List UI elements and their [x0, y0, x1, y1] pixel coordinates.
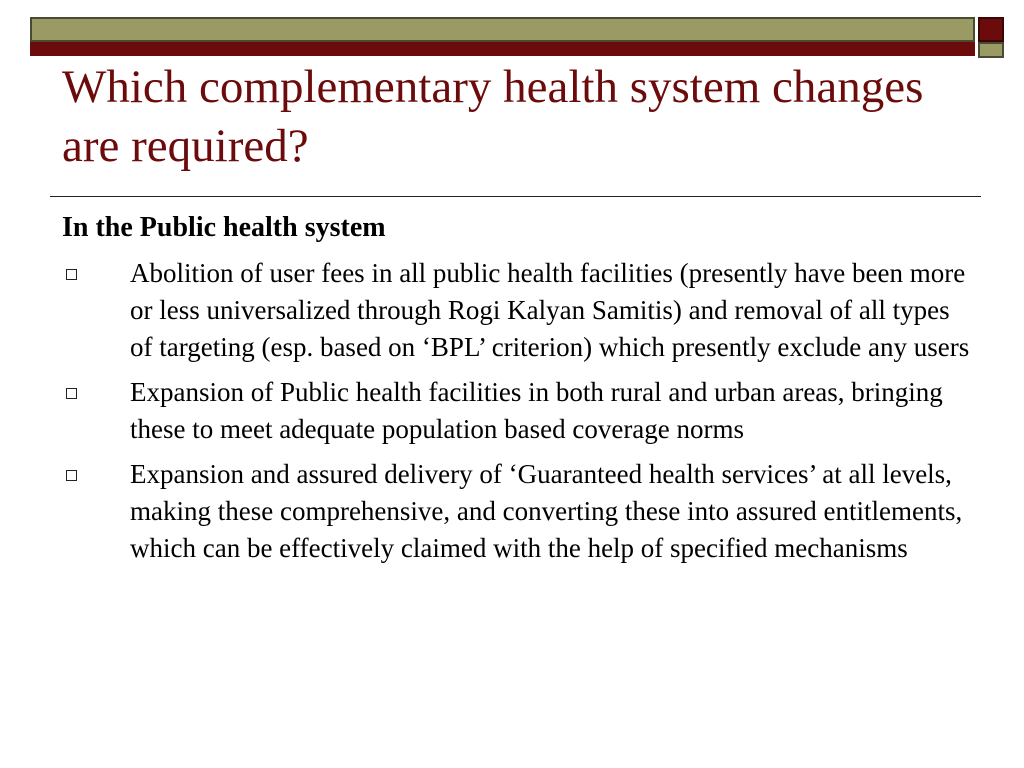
bullet-item	[62, 255, 972, 366]
corner-square-maroon	[978, 17, 1004, 42]
bullet-item	[62, 374, 972, 448]
section-subheading: In the Public health system	[62, 212, 386, 243]
bullet-text: Abolition of user fees in all public health facilities (presently have been more or less universalized through Rogi Kalyan Samitis) and removal of all types of targeting (esp. based on ‘BPL’ criterion) which presently exclude any users	[130, 258, 970, 362]
bullet-text: Expansion and assured delivery of ‘Guaranteed health services’ at all levels, making these comprehensive, and converting these into assured entitlements, which can be effectively claimed with the help of specified mechanisms	[130, 459, 963, 563]
olive-stripe	[30, 17, 975, 42]
bullet-text: Expansion of Public health facilities in both rural and urban areas, bringing these to meet adequate population based coverage norms	[130, 377, 943, 444]
hollow-square-bullet-icon	[66, 269, 77, 280]
slide-title: Which complementary health system changes are required?	[62, 61, 924, 172]
maroon-stripe	[30, 42, 975, 56]
bullet-item	[62, 456, 972, 567]
corner-square-olive	[978, 42, 1004, 58]
hollow-square-bullet-icon	[66, 388, 77, 399]
hollow-square-bullet-icon	[66, 470, 77, 481]
bullet-list	[62, 255, 972, 575]
header-decoration-band	[30, 17, 975, 56]
title-divider	[50, 196, 981, 197]
